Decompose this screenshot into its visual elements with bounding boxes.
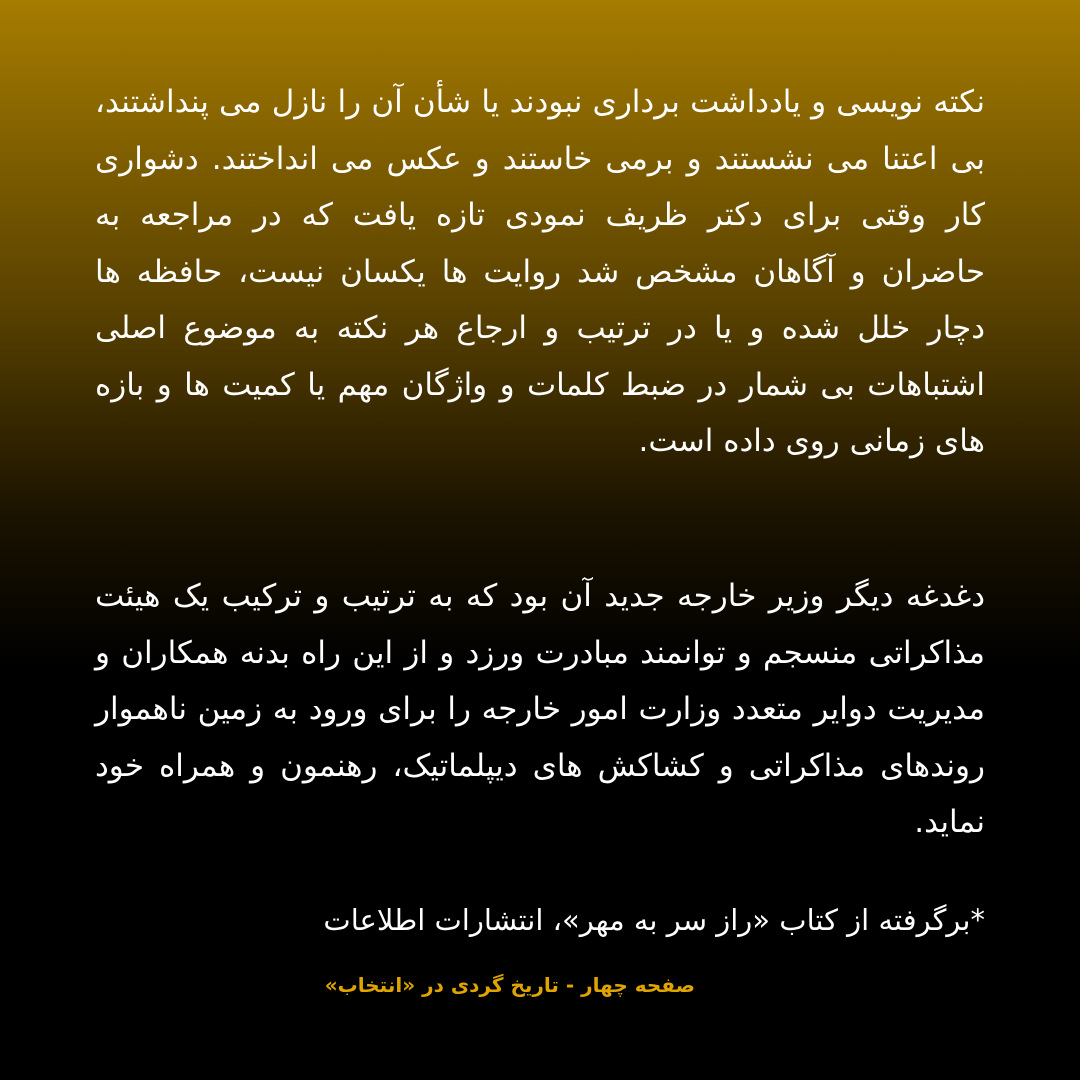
source-citation: *برگرفته از کتاب «راز سر به مهر»، انتشارات اطلاعات [323, 903, 985, 937]
footer-credit: صفحه چهار - تاریخ گردی در «انتخاب» [324, 973, 695, 997]
paragraph-1: نکته نویسی و یادداشت برداری نبودند یا شأن آن را نازل می پنداشتند، بی اعتنا می نشستند و برمی خاستند و عکس می انداختند. دشواری کار وقتی برای دکتر ظریف نمودی تازه یافت که در مراجعه به حاضران و آگاهان مشخص شد روایت ها یکسان نیست، حافظه ها دچار خلل شده و یا در ترتیب و ارجاع هر نکته به موضوع اصلی اشتباهات بی شمار در ضبط کلمات و واژگان مهم یا کمیت ها و بازه های زمانی روی داده است. [95, 84, 985, 459]
paragraph-2: دغدغه دیگر وزیر خارجه جدید آن بود که به ترتیب و ترکیب یک هیئت مذاکراتی منسجم و توانمند مبادرت ورزد و از این راه بدنه همکاران و مدیریت دوایر متعدد وزارت امور خارجه را برای ورود به زمین ناهموار روندهای مذاکراتی و کشاکش های دیپلماتیک، رهنمون و همراه خود نماید. [95, 578, 985, 840]
